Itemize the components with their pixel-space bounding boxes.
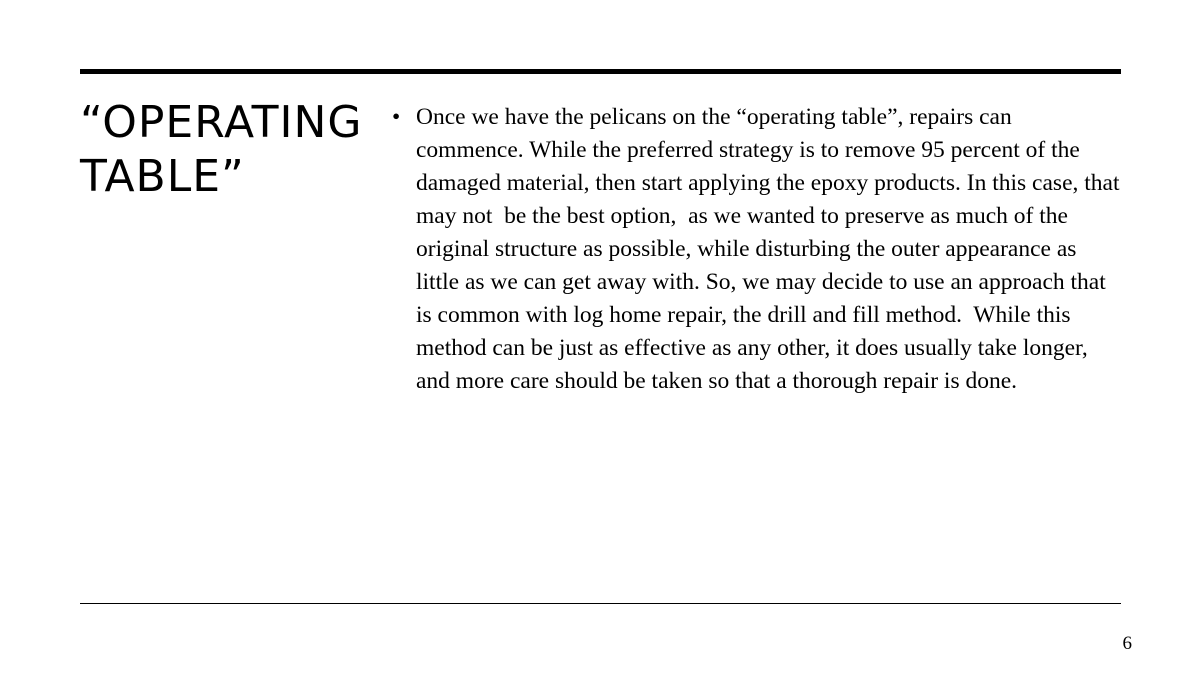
slide-title: “OPERATING TABLE” (80, 97, 363, 202)
bullet-text: Once we have the pelicans on the “operating table”, repairs can commence. While the preferred strategy is to remove 95 percent of the damaged material, then start applying the epoxy products. In this case, that may not be the best option, as we wanted to preserve as much of the original structure as possible, while disturbing the outer appearance as little as we can get away with. So, we may decide to use an approach that is common with log home repair, the drill and fill method. While this method can be just as effective as any other, it does usually take longer, and more care should be taken so that a thorough repair is done. (416, 104, 1126, 394)
bullet-icon: • (392, 104, 401, 130)
page-number: 6 (1122, 633, 1132, 654)
bottom-divider (80, 603, 1121, 604)
bullet-item (392, 101, 1126, 398)
top-divider (80, 69, 1121, 74)
bullet-list (392, 101, 1126, 398)
